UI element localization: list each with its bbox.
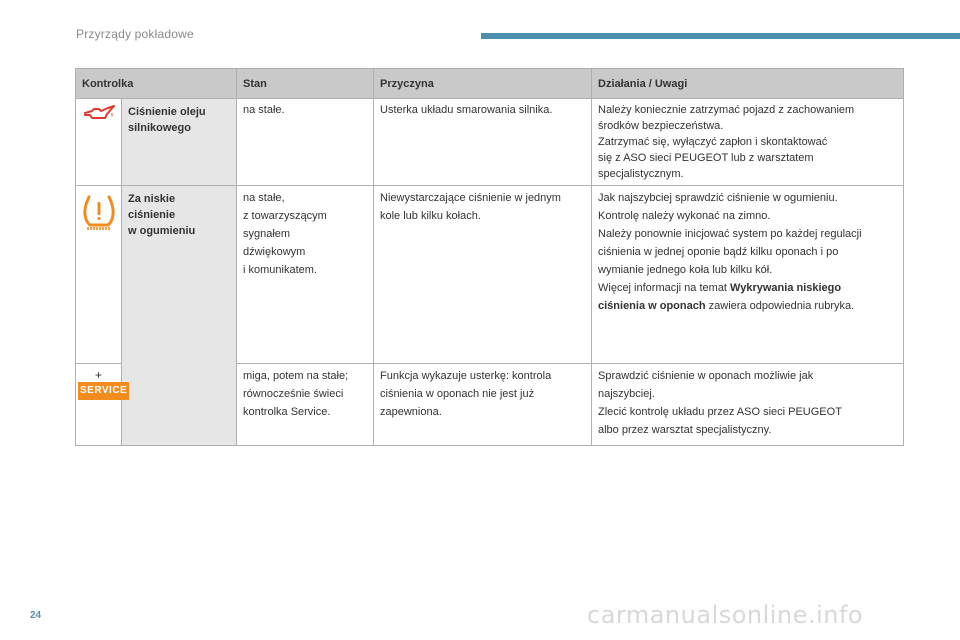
tyre-stan-2: z towarzyszącym	[243, 210, 327, 222]
page-number: 24	[30, 610, 42, 621]
oil-pressure-name	[122, 99, 237, 186]
plus-sign: +	[94, 368, 102, 382]
service-dzialania	[592, 364, 904, 446]
tyre-name-line2: ciśnienie	[128, 209, 176, 221]
warning-lights-table	[75, 68, 904, 446]
tyre-dzialania-2: Kontrolę należy wykonać na zimno.	[598, 210, 771, 222]
tyre-stan-1: na stałe,	[243, 192, 285, 204]
tyre-dzialania-6: Więcej informacji na temat	[598, 282, 731, 294]
tyre-name-line1: Za niskie	[128, 193, 176, 205]
service-stan	[237, 364, 374, 446]
service-stan-1: miga, potem na stałe;	[243, 370, 349, 382]
column-header-stan: Stan	[237, 69, 374, 99]
tyre-icon-cell	[76, 186, 122, 364]
oil-dzialania	[592, 99, 904, 186]
service-dzialania-1: Sprawdzić ciśnienie w oponach możliwie jak	[598, 370, 814, 382]
table-header-row	[76, 69, 904, 99]
service-przyczyna	[374, 364, 592, 446]
service-icon-cell	[76, 364, 128, 446]
header-accent-bar	[481, 33, 960, 39]
oil-stan: na stałe.	[237, 99, 374, 186]
oil-dzialania-2: środków bezpieczeństwa.	[598, 120, 724, 132]
tyre-dzialania-3: Należy ponownie inicjować system po każdej regulacji	[598, 228, 862, 240]
tyre-dzialania-7-line	[598, 297, 897, 315]
oil-przyczyna: Usterka układu smarowania silnika.	[374, 99, 592, 186]
oil-icon-cell	[76, 99, 122, 186]
oil-dzialania-3: Zatrzymać się, wyłączyć zapłon i skontaktować	[598, 136, 828, 148]
tyre-pressure-warning-icon	[82, 195, 116, 236]
tyre-przyczyna-1: Niewystarczające ciśnienie w jednym	[380, 192, 561, 204]
service-dzialania-2: najszybciej.	[598, 388, 655, 400]
column-header-przyczyna: Przyczyna	[374, 69, 592, 99]
service-przyczyna-1: Funkcja wykazuje usterkę: kontrola	[380, 370, 552, 382]
tyre-dzialania-5: wymianie jednego koła lub kilku kół.	[598, 264, 773, 276]
service-stan-3: kontrolka Service.	[243, 406, 331, 418]
tyre-pressure-name	[122, 186, 237, 446]
service-stan-2: równocześnie świeci	[243, 388, 344, 400]
tyre-przyczyna	[374, 186, 592, 364]
tyre-dzialania-7: zawiera odpowiednia rubryka.	[705, 300, 855, 312]
tyre-przyczyna-2: kole lub kilku kołach.	[380, 210, 481, 222]
tyre-dzialania-6-line	[598, 279, 897, 297]
oil-dzialania-5: specjalistycznym.	[598, 168, 684, 180]
service-przyczyna-2: ciśnienia w oponach nie jest już	[380, 388, 535, 400]
tyre-dzialania	[592, 186, 904, 364]
tyre-dzialania-4: ciśnienia w jednej oponie bądź kilku oponach i po	[598, 246, 839, 258]
tyre-name-line3: w ogumieniu	[128, 225, 196, 237]
table-row-tyre-pressure	[76, 186, 904, 364]
tyre-stan-3: sygnałem	[243, 228, 291, 240]
tyre-stan-4: dźwiękowym	[243, 246, 306, 258]
oil-dzialania-4: się z ASO sieci PEUGEOT lub z warsztatem	[598, 152, 814, 164]
oil-name-line1: Ciśnienie oleju	[128, 106, 206, 118]
tyre-dzialania-1: Jak najszybciej sprawdzić ciśnienie w ogumieniu.	[598, 192, 838, 204]
section-title: Przyrządy pokładowe	[76, 27, 194, 41]
oil-dzialania-1: Należy koniecznie zatrzymać pojazd z zachowaniem	[598, 104, 855, 116]
table-row-oil-pressure	[76, 99, 904, 186]
tyre-dzialania-7-bold: ciśnienia w oponach	[598, 300, 706, 312]
tyre-stan-5: i komunikatem.	[243, 264, 317, 276]
column-header-kontrolka: Kontrolka	[76, 69, 237, 99]
service-dzialania-3: Zlecić kontrolę układu przez ASO sieci PEUGEOT	[598, 406, 842, 418]
tyre-dzialania-6-bold: Wykrywania niskiego	[730, 282, 842, 294]
watermark: carmanualsonline.info	[587, 601, 864, 629]
oil-can-icon	[82, 105, 116, 128]
service-dzialania-4: albo przez warsztat specjalistyczny.	[598, 424, 772, 436]
service-przyczyna-3: zapewniona.	[380, 406, 442, 418]
column-header-dzialania: Działania / Uwagi	[592, 69, 904, 99]
service-icon: SERVICE	[78, 382, 129, 400]
tyre-stan	[237, 186, 374, 364]
oil-name-line2: silnikowego	[128, 122, 191, 134]
